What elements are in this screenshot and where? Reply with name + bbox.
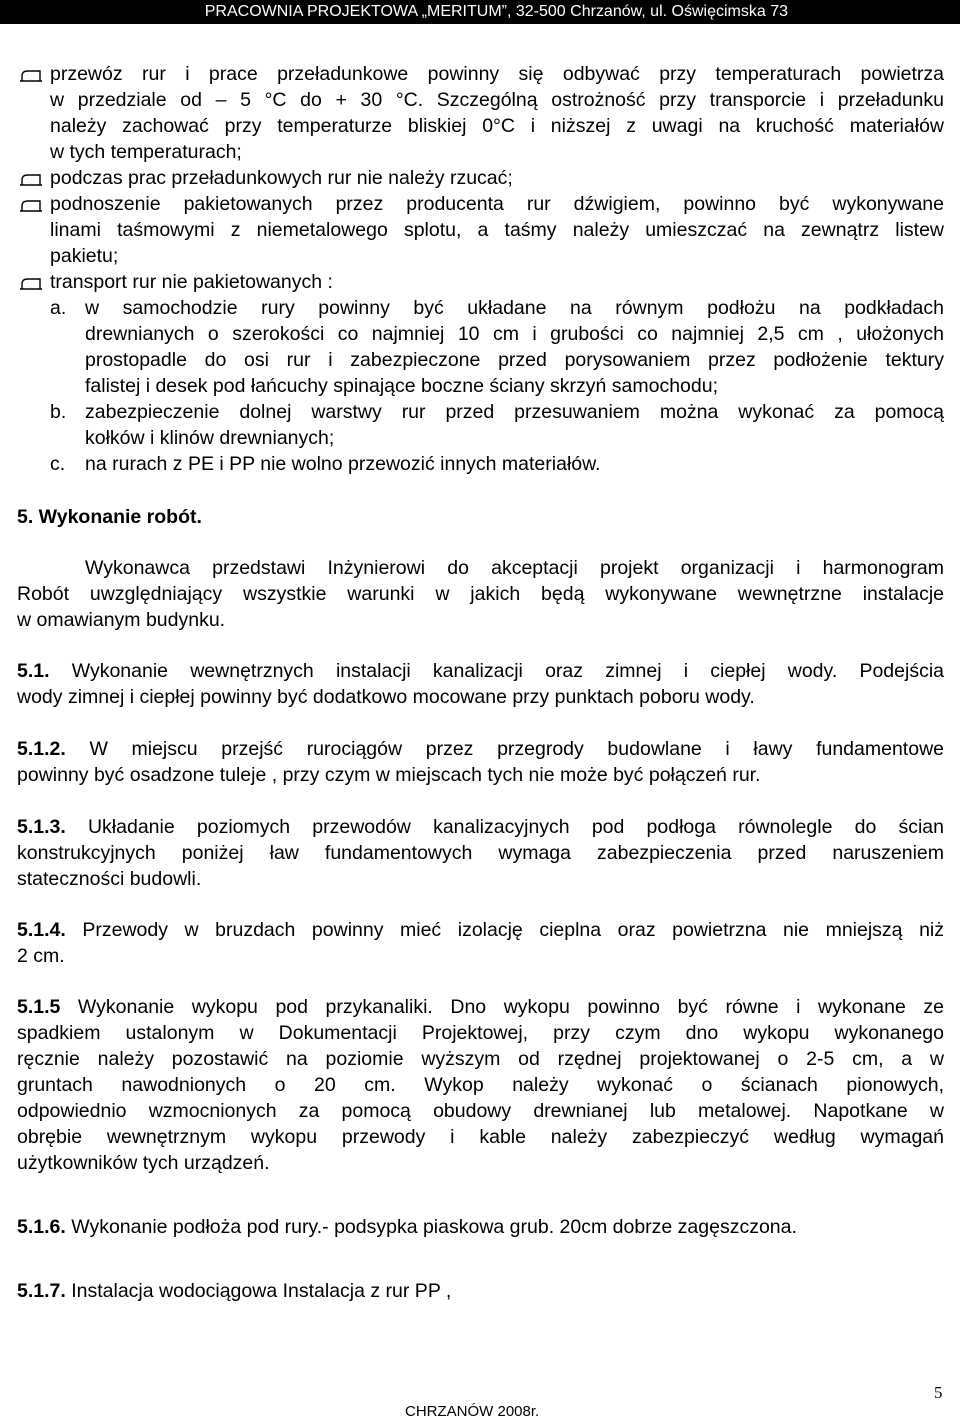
para-line: [17, 736, 944, 762]
bullet-4-line-1: transport rur nie pakietowanych :: [50, 271, 333, 293]
section-heading: 5. Wykonanie robót.: [17, 506, 202, 528]
bullet-1-line-3: należy zachować przy temperaturze bliskiej 0°C i niższej z uwagi na kruchość materiałów: [50, 115, 944, 137]
page-footer: CHRZANÓW 2008r.: [405, 1403, 540, 1420]
para-line: konstrukcyjnych poniżej ław fundamentowych wymaga zabezpieczenia przed naruszeniem: [17, 842, 944, 864]
sub-a-line-2: drewnianych o szerokości co najmniej 10 cm i grubości co najmniej 2,5 cm , ułożonych: [85, 323, 944, 345]
para-line: [17, 658, 944, 684]
para-number: 5.1.7.: [17, 1280, 66, 1302]
para-line: spadkiem ustalonym w Dokumentacji Projektowej, przy czym dno wykopu wykonanego: [17, 1022, 944, 1044]
sub-a-line-1: w samochodzie rury powinny być układane na równym podłożu na podkładach: [85, 297, 944, 319]
para-number: 5.1.3.: [17, 816, 66, 838]
sub-c-line-1: na rurach z PE i PP nie wolno przewozić innych materiałów.: [85, 453, 601, 475]
bullet-marker-icon: [20, 200, 42, 212]
para-text: Przewody w bruzdach powinny mieć izolację cieplna oraz powietrzna nie mniejszą niż: [65, 919, 944, 941]
para-line: gruntach nawodnionych o 20 cm. Wykop należy wykonać o ścianach pionowych,: [17, 1074, 944, 1096]
para-number: 5.1.: [17, 660, 50, 682]
bullet-marker-icon: [20, 278, 42, 290]
bullet-2-line-1: podczas prac przeładunkowych rur nie należy rzucać;: [50, 167, 513, 189]
para-line: powinny być osadzone tuleje , przy czym w miejscach tych nie może być połączeń rur.: [17, 764, 761, 786]
para-line: [17, 1214, 797, 1240]
bullet-marker-icon: [20, 174, 42, 186]
para-line: [17, 994, 944, 1020]
para-line: użytkowników tych urządzeń.: [17, 1152, 270, 1174]
para-line: ręcznie należy pozostawić na poziomie wyższym od rzędnej projektowanej o 2-5 cm, a w: [17, 1048, 944, 1070]
para-line: obrębie wewnętrznym wykopu przewody i kable należy zabezpieczyć według wymagań: [17, 1126, 944, 1148]
para-text: Wykonanie wykopu pod przykanaliki. Dno wykopu powinno być równe i wykonane ze: [60, 996, 944, 1018]
sub-b-line-1: zabezpieczenie dolnej warstwy rur przed przesuwaniem można wykonać za pomocą: [85, 401, 944, 423]
bullet-1-line-2: w przedziale od – 5 °C do + 30 °C. Szczególną ostrożność przy transporcie i przeładunku: [50, 89, 944, 111]
para-text: Układanie poziomych przewodów kanalizacyjnych pod podłoga równolegle do ścian: [65, 816, 944, 838]
bullet-3-line-3: pakietu;: [50, 245, 119, 267]
bullet-3-line-1: podnoszenie pakietowanych przez producenta rur dźwigiem, powinno być wykonywane: [50, 193, 944, 215]
para-line: 2 cm.: [17, 945, 65, 967]
sub-a-line-3: prostopadle do osi rur i zabezpieczone przed porysowaniem przez podłożenie tektury: [85, 349, 944, 371]
sub-letter-a: a.: [50, 297, 67, 319]
para-number: 5.1.6.: [17, 1216, 66, 1238]
intro-line-2: Robót uwzględniający wszystkie warunki w jakich będą wykonywane wewnętrzne instalacje: [17, 583, 944, 605]
para-line: wody zimnej i ciepłej powinny być dodatkowo mocowane przy punktach poboru wody.: [17, 686, 755, 708]
bullet-1-line-1: przewóz rur i prace przeładunkowe powinny się odbywać przy temperaturach powietrza: [50, 63, 944, 85]
bullet-3-line-2: linami taśmowymi z niemetalowego splotu, a taśmy należy umieszczać na zewnątrz listew: [50, 219, 944, 241]
para-text: Instalacja wodociągowa Instalacja z rur PP ,: [65, 1280, 452, 1302]
sub-letter-b: b.: [50, 401, 67, 423]
para-text: Wykonanie wewnętrznych instalacji kanalizacji oraz zimnej i ciepłej wody. Podejścia: [49, 660, 944, 682]
intro-line-3: w omawianym budynku.: [17, 609, 226, 631]
para-line: [17, 1278, 451, 1304]
page-number: 5: [934, 1383, 943, 1402]
para-line: [17, 814, 944, 840]
para-text: Wykonanie podłoża pod rury.- podsypka piaskowa grub. 20cm dobrze zagęszczona.: [65, 1216, 797, 1238]
para-number: 5.1.2.: [17, 738, 66, 760]
sub-a-line-4: falistej i desek pod łańcuchy spinające boczne ściany skrzyń samochodu;: [85, 375, 719, 397]
bullet-1-line-4: w tych temperaturach;: [50, 141, 242, 163]
intro-line-1: Wykonawca przedstawi Inżynierowi do akceptacji projekt organizacji i harmonogram: [85, 557, 944, 579]
para-number: 5.1.4.: [17, 919, 66, 941]
sub-b-line-2: kołków i klinów drewnianych;: [85, 427, 335, 449]
page-header: PRACOWNIA PROJEKTOWA „MERITUM”, 32-500 Chrzanów, ul. Oświęcimska 73: [0, 0, 960, 24]
para-number: 5.1.5: [17, 996, 61, 1018]
para-line: [17, 917, 944, 943]
bullet-marker-icon: [20, 70, 42, 82]
para-line: stateczności budowli.: [17, 868, 202, 890]
para-text: W miejscu przejść rurociągów przez przegrody budowlane i ławy fundamentowe: [65, 738, 944, 760]
para-line: odpowiednio wzmocnionych za pomocą obudowy drewnianej lub metalowej. Napotkane w: [17, 1100, 944, 1122]
sub-letter-c: c.: [50, 453, 66, 475]
